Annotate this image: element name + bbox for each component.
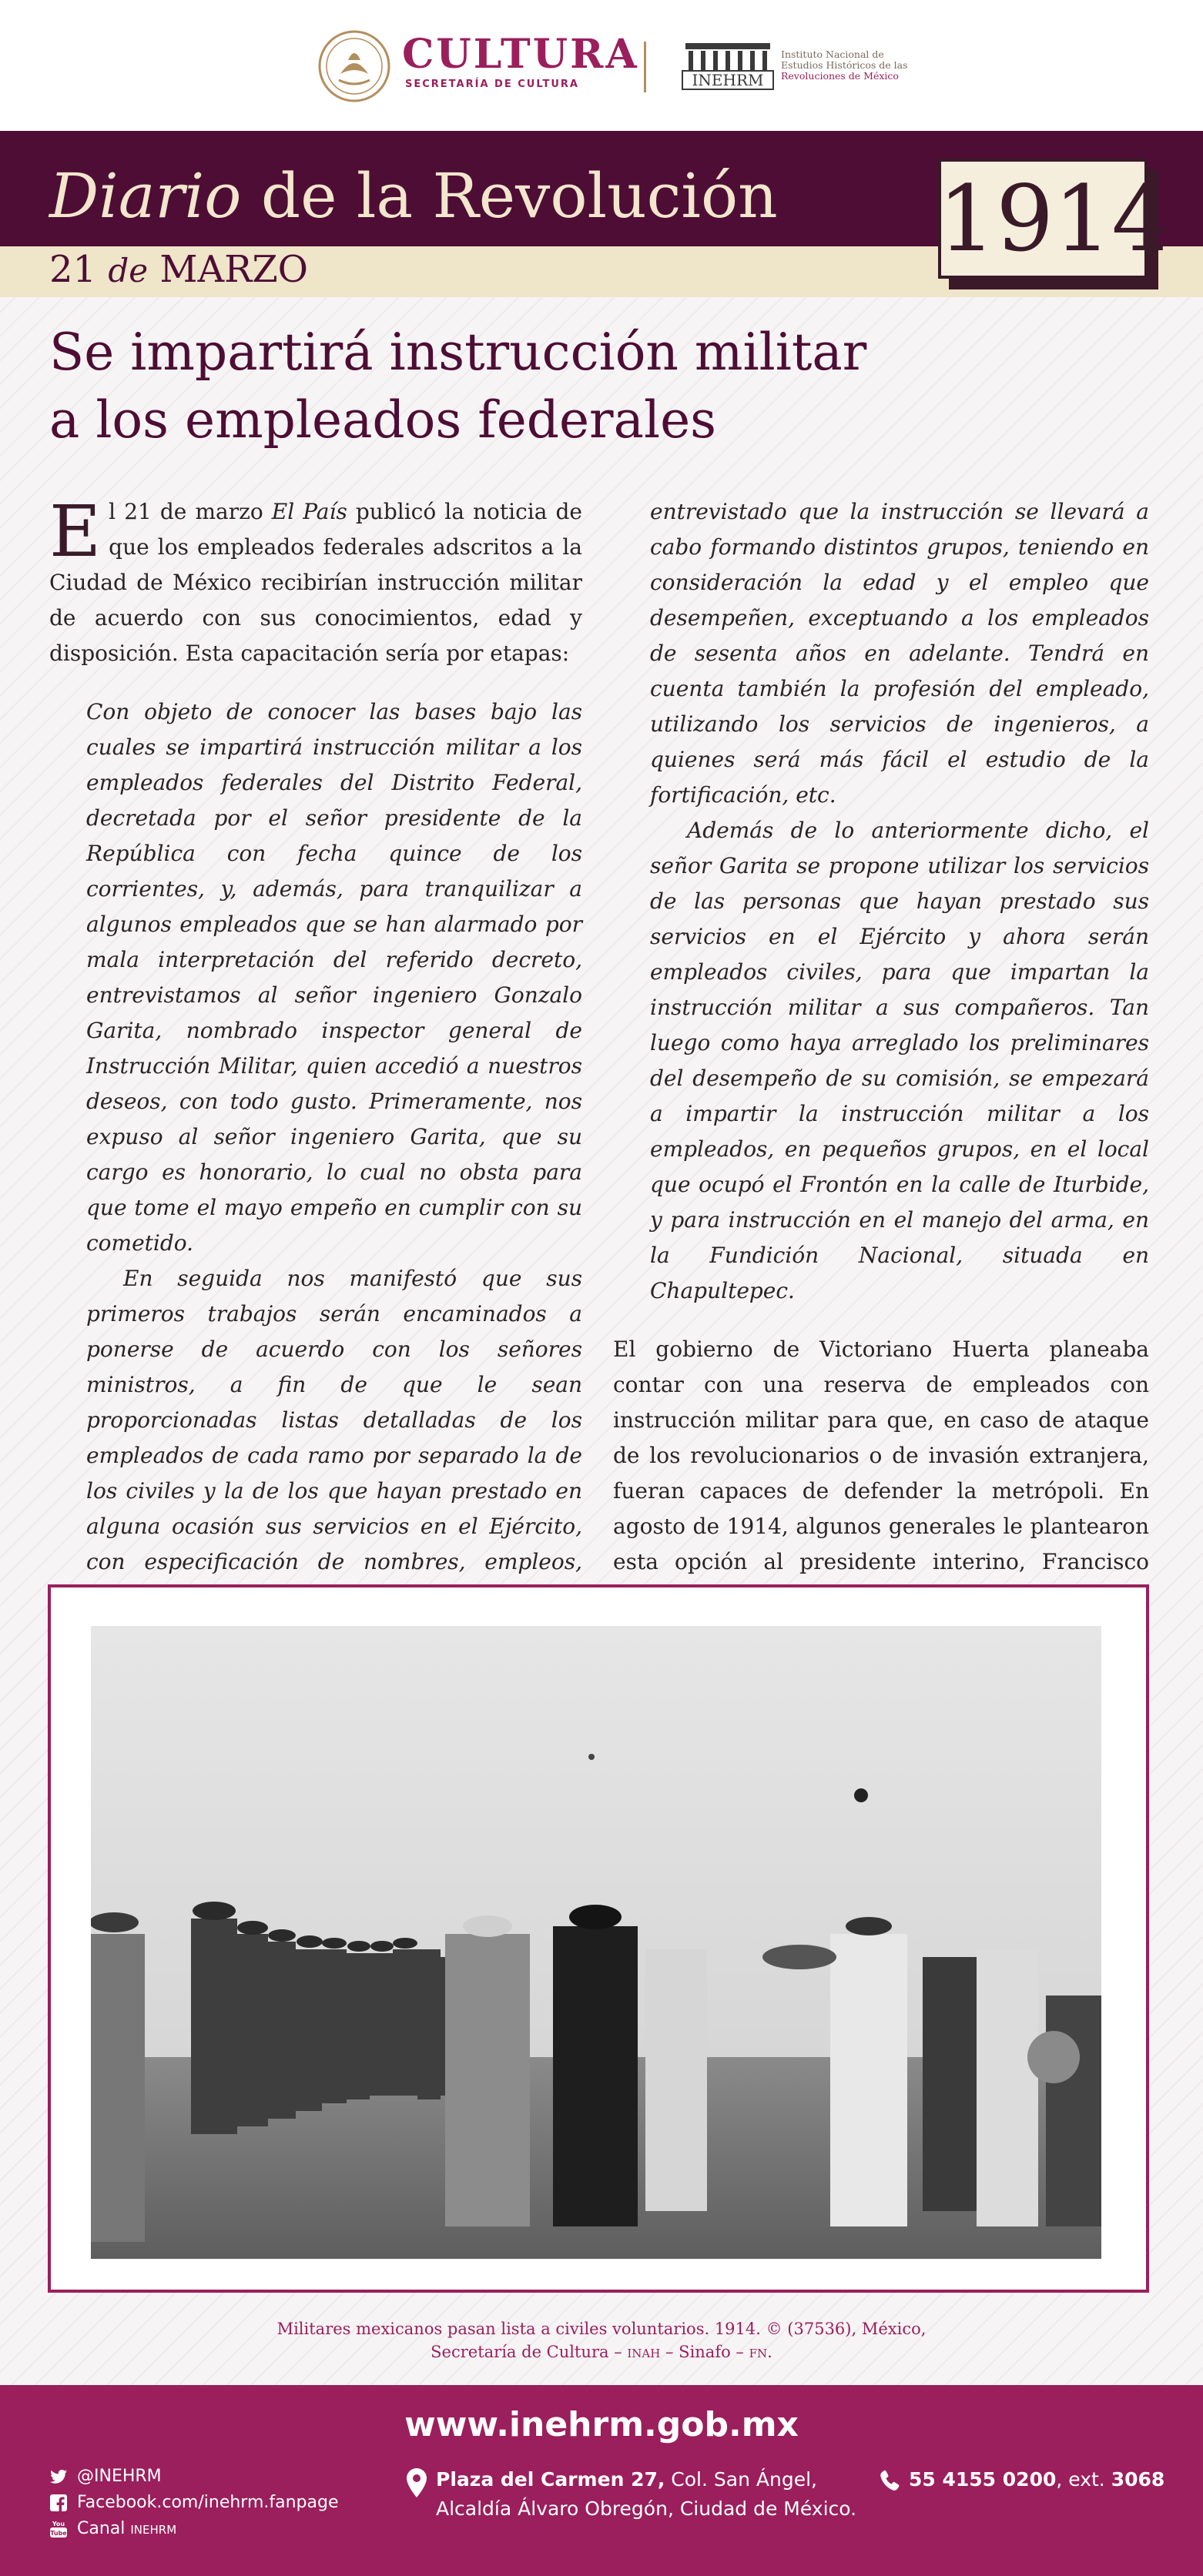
date-label (49, 248, 308, 291)
quote-paragraph-1: Con objeto de conocer las bases bajo las cuales se impartirá instrucción militar a los empleados federales del Distrito Federal, decretada por el señor presidente de la República con fecha quince de los corrientes, y, además, para tranquilizar a algunos empleados que se han alarmado por mala interpretación del referido decreto, entrevistamos al señor ingeniero Gonzalo Garita, nombrado inspector general de Instrucción Militar, quien accedió a nuestros deseos, con todo gusto. Primeramente, nos expuso al señor ingeniero Garita, que su cargo es honorario, lo cual no obsta para que tome el mayo empeño en cumplir con su cometido. (86, 699, 582, 1256)
twitter-icon (49, 2467, 68, 2486)
date-month: MARZO (159, 248, 309, 291)
article-column-right (613, 494, 1149, 1757)
address-line2: Alcaldía Álvaro Obregón, Ciudad de México. (436, 2497, 857, 2520)
phone-ext-label: , ext. (1056, 2468, 1111, 2491)
svg-text:You: You (52, 2521, 65, 2527)
svg-text:Tube: Tube (50, 2530, 67, 2537)
intro-text-a: l 21 de marzo (109, 499, 272, 524)
national-seal-icon (317, 29, 391, 103)
facebook-link[interactable] (49, 2491, 339, 2514)
inehrm-line3: Revoluciones de México (781, 70, 899, 82)
caption-text-c: . (767, 2343, 772, 2361)
article-headline (49, 319, 1128, 454)
inehrm-abbr: INEHRM (692, 71, 764, 89)
caption-line2 (0, 2340, 1203, 2364)
intro-paragraph (49, 490, 582, 671)
logo-divider (644, 42, 646, 92)
newspaper-name: El País (271, 499, 347, 524)
cultura-logo-text: CULTURA (402, 31, 639, 78)
phone-ext-number: 3068 (1111, 2468, 1165, 2491)
facebook-icon (49, 2494, 68, 2512)
caption-line1: Militares mexicanos pasan lista a civiles voluntarios. 1914. © (37536), México, (276, 2320, 927, 2338)
youtube-link[interactable] (49, 2517, 176, 2541)
quote-paragraph-4: Además de lo anteriormente dicho, el señor Garita se propone utilizar los servicios de las personas que hayan prestado sus servicios en el Ejército y ahora serán empleados civiles, para que impartan la instrucción militar a sus compañeros. Tan luego como haya arreglado los preliminares del desempeño de su comisión, se empezará a impartir la instrucción militar a los empleados, en pequeños grupos, en el local que ocupó el Frontón en la calle de Iturbide, y para instrucción en el manejo del arma, en la Fundición Nacional, situada en Chapultepec. (650, 818, 1149, 1303)
series-title-italic: Diario (49, 160, 242, 232)
article-column-left (49, 490, 582, 1757)
spacer (49, 671, 582, 694)
drop-cap: E (49, 490, 102, 573)
inehrm-building-icon (678, 40, 778, 91)
date-day: 21 (49, 248, 97, 291)
twitter-handle: @INEHRM (77, 2467, 162, 2486)
date-de: de (108, 252, 149, 289)
quote-paragraph-3: entrevistado que la instrucción se llevará a cabo formando distintos grupos, teniendo en consideración la edad y el empleo que desempeñen, exceptuando a los empleados de sesenta años en adelante. Tendrá en cuenta también la profesión del empleado, utilizando los servicios de ingenieros, a quienes será más fácil el estudio de la fortificación, etc. (650, 499, 1149, 808)
location-pin-icon (407, 2468, 427, 2497)
caption-text-a: Secretaría de Cultura – (431, 2343, 628, 2361)
cultura-subtitle: SECRETARÍA DE CULTURA (405, 79, 579, 90)
address-street: Plaza del Carmen 27, (436, 2468, 665, 2491)
website-link[interactable]: www.inehrm.gob.mx (404, 2405, 799, 2444)
caption-inah: inah (627, 2343, 661, 2361)
headline-line1: Se impartirá instrucción militar (49, 323, 867, 382)
series-title-rest: de la Revolución (241, 160, 778, 232)
caption-text-b: – Sinafo – (660, 2343, 749, 2361)
series-title (49, 160, 778, 232)
year-label: 1914 (938, 166, 1170, 272)
address (436, 2465, 856, 2524)
twitter-link[interactable] (49, 2465, 162, 2488)
caption-fn: fn (749, 2343, 768, 2361)
youtube-label: Canal (77, 2519, 131, 2538)
quote-paragraph-2: En seguida nos manifestó que sus primeros trabajos serán encaminados a ponerse de acuerdo con los señores ministros, a fin de que le sean proporcionadas listas detalladas de los empleados de cada ramo por separado la de los civiles y la de los que hayan prestado en alguna ocasión sus servicios en el Ejército, con especificación de nombres, empleos, (86, 1266, 582, 1574)
photo-caption (0, 2317, 1203, 2364)
address-colonia: Col. San Ángel, (665, 2468, 817, 2491)
youtube-icon (49, 2520, 68, 2538)
phone-icon (880, 2470, 900, 2491)
inehrm-fullname (781, 49, 908, 82)
facebook-url: Facebook.com/inehrm.fanpage (77, 2493, 339, 2512)
headline-line2: a los empleados federales (49, 390, 716, 450)
inehrm-line1: Instituto Nacional de (781, 49, 884, 60)
historical-photo (91, 1626, 1101, 2259)
closing-paragraph: El gobierno de Victoriano Huerta planeaba contar con una reserva de empleados con instrucción militar para que, en caso de ataque de los revolucionarios o de invasión extranjera, fueran capaces de defender la metrópoli. En agosto de 1914, algunos generales le plantearon esta opción al presidente interino, Francisco (613, 1337, 1149, 1574)
intro-text-b: publicó la noticia de que los empleados federales adscritos a la Ciudad de México recibirían instrucción militar de acuerdo con sus conocimientos, edad y disposición. Esta capacitación sería por etapas: (49, 499, 582, 666)
phone-number[interactable] (909, 2465, 1164, 2494)
phone-main: 55 4155 0200 (909, 2468, 1057, 2491)
youtube-channel: inehrm (130, 2519, 177, 2538)
inehrm-line2: Estudios Históricos de las (781, 59, 908, 71)
spacer (613, 1309, 1149, 1332)
address-line1 (436, 2465, 856, 2494)
